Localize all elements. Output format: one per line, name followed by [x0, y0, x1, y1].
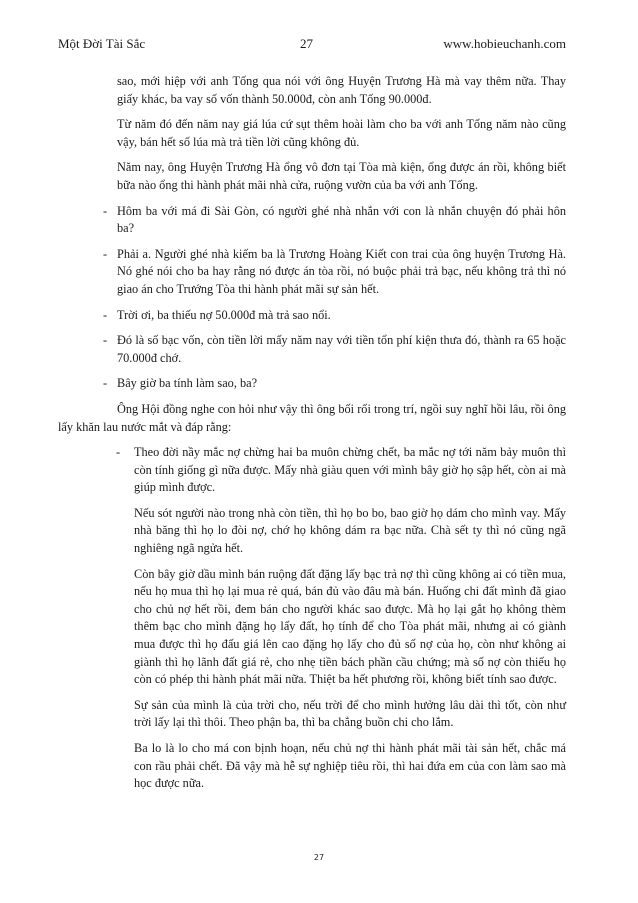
paragraph: Từ năm đó đến năm nay giá lúa cứ sụt thêm hoài làm cho ba với anh Tống năm nào cũng vậy, bán hết số lúa mà trả tiền lời cũng không đủ.	[117, 117, 566, 149]
dialogue-text: Theo đời nầy mắc nợ chừng hai ba muôn chừng chết, ba mắc nợ tới năm bảy muôn thì còn tính giống gì nữa được. Mấy nhà giàu quen với mình bây giờ họ sập hết, còn ai mà giúp mình được.	[134, 445, 566, 495]
dialogue-text: Đó là số bạc vốn, còn tiền lời mấy năm nay với tiền tổn phí kiện thưa đó, thành ra 65 hoặc 70.000đ chớ.	[117, 333, 566, 365]
paragraph: sao, mới hiệp với anh Tống qua nói với ông Huyện Trương Hà mà vay thêm nữa. Thay giấy khác, ba vay số vốn thành 50.000đ, còn anh Tống 90.000đ.	[117, 74, 566, 106]
dash-marker: -	[103, 333, 108, 348]
paragraph: Sự sản của mình là của trời cho, nếu trời để cho mình hưởng lâu dài thì tốt, còn như trời lấy lại thì thôi. Theo phận ba, thì ba chẳng buồn chi cho lắm.	[134, 697, 566, 730]
dialogue-line	[103, 375, 566, 393]
dash-marker: -	[103, 376, 108, 391]
dialogue-line	[103, 203, 566, 238]
dialogue-text: Hôm ba với má đi Sài Gòn, có người ghé nhà nhắn với con là nhắn chuyện đó phải hôn ba?	[117, 203, 566, 236]
footer-page-number: 27	[313, 853, 325, 862]
dash-marker: -	[116, 445, 121, 460]
dialogue-text: Phải a. Người ghé nhà kiếm ba là Trương Hoàng Kiết con trai của ông huyện Trương Hà. Nó ghé nói cho ba hay rằng nó được án tòa rồi, nó buộc phải trả bạc, nếu không trả thì nó giao án cho Trướng Tòa thi hành phát mãi sự sản hết.	[117, 246, 566, 296]
header-website: www.hobieuchanh.com	[443, 36, 566, 51]
dialogue-line	[103, 246, 566, 299]
header-page-number: 27	[300, 36, 313, 51]
page-body	[0, 73, 638, 801]
paragraph: Ba lo là lo cho má con bịnh hoạn, nếu chủ nợ thi hành phát mãi tài sản hết, chắc má con rầu phải chết. Đã vậy mà hễ sự nghiệp tiêu rồi, thì hai đứa em của con làm sao mà học được nữa.	[134, 741, 566, 791]
paragraph: Nếu sót người nào trong nhà còn tiền, thì họ bo bo, bao giờ họ dám cho mình vay. Mấy nhà băng thì họ lo đòi nợ, chớ họ không dám ra bạc nữa. Chà sết ty thì nó cũng ngã nghiêng ngã ngửa hết.	[134, 505, 566, 556]
paragraph: Còn bây giờ dầu mình bán ruộng đất đặng lấy bạc trả nợ thì cũng không ai có tiền mua, nếu họ mua thì họ lại mua rẻ quá, bán đủ vào đâu mà bán. Huống chi đất mình đã giao cho chủ nợ hết rồi, đem bán cho người khác sao được. Mà họ lại gắt họ không thèm thêm bạc cho mình đặng họ lấy đất, họ tính để cho Tòa phát mãi, nhưng ai có giành mua được thì họ đấu giá lên cao đặng họ lấy cho đủ số nợ của họ, còn như không ai giành thì họ lãnh đất giá rẻ, cho nhẹ tiền bách phần cầu chứng; mà số nợ còn thiếu họ còn có phép thi hành phát mãi nữa. Thiệt ba hết phương rồi, không biết tính sao được.	[134, 566, 566, 687]
dash-marker: -	[103, 203, 108, 218]
dialogue-text: Bây giờ ba tính làm sao, ba?	[117, 376, 258, 391]
dialogue-line	[103, 332, 566, 367]
paragraph: Năm nay, ông Huyện Trương Hà ổng vô đơn tại Tòa mà kiện, ổng được án rồi, không biết bữa nào ổng thi hành phát mãi nhà cửa, ruộng vườn của ba với anh Tống.	[117, 160, 566, 192]
dialogue-line	[103, 307, 566, 325]
dialogue-text: Trời ơi, ba thiếu nợ 50.000đ mà trả sao nổi.	[117, 307, 331, 322]
dialogue-line	[116, 444, 566, 497]
dash-marker: -	[103, 307, 108, 322]
header-book-title: Một Đời Tài Sắc	[58, 36, 146, 51]
narration-paragraph: Ông Hội đồng nghe con hỏi như vậy thì ông bối rối trong trí, ngồi suy nghĩ hồi lâu, rồi ông lấy khăn lau nước mắt và đáp rằng:	[58, 401, 566, 434]
dash-marker: -	[103, 246, 108, 261]
